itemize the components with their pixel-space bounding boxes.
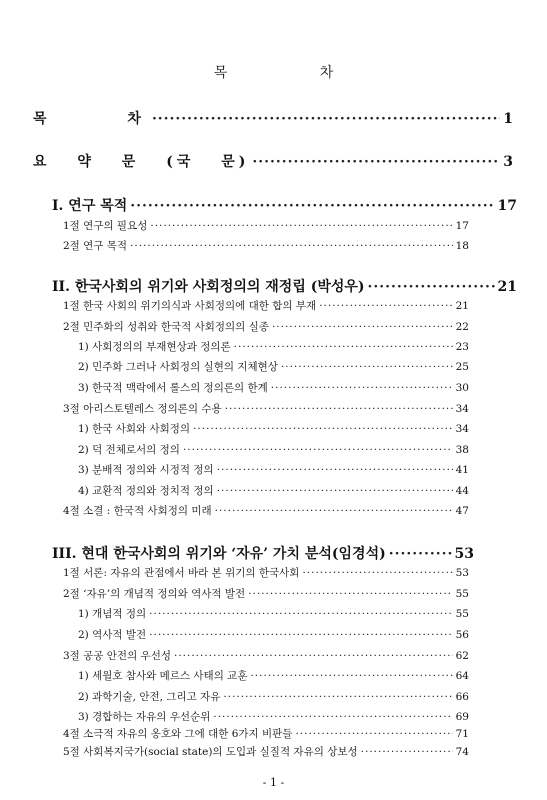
toc-label: 3) 분배적 정의와 시정적 정의 [78,464,214,476]
toc-page-number: 66 [455,691,469,703]
toc-label: 1) 한국 사회와 사회정의 [78,423,191,435]
leader-dots [193,423,453,435]
toc-page-number: 17 [455,220,469,232]
toc-label: II. 한국사회의 위기와 사회정의의 재정립 (박성우) [52,279,365,295]
toc-label: 5절 사회복지국가(social state)의 도입과 실질적 자유의 상보성 [63,746,358,758]
leader-dots [152,111,500,127]
toc-subsection[interactable] [78,442,469,457]
toc-label: 1) 사회정의의 부재현상과 정의론 [78,341,231,353]
leader-dots [213,711,452,723]
toc-subsection[interactable] [78,709,469,724]
toc-label: 2) 과학기술, 안전, 그리고 자유 [78,691,221,703]
toc-section[interactable] [63,298,469,313]
toc-label: 2) 역사적 발전 [78,629,147,641]
toc-page-number: 25 [455,361,469,373]
toc-section[interactable] [63,319,469,334]
toc-subsection[interactable] [78,380,469,395]
leader-dots [252,154,500,170]
toc-subsection[interactable] [78,627,469,642]
toc-section[interactable] [63,586,469,601]
toc-label: 4) 교환적 정의와 정치적 정의 [78,485,214,497]
toc-section[interactable] [63,565,469,580]
toc-page-number: 21 [455,300,469,312]
leader-dots [272,321,453,333]
toc-subsection[interactable] [78,668,469,683]
toc-page-number: 44 [455,485,469,497]
leader-dots [319,300,452,312]
leader-dots [223,691,452,703]
toc-page-number: 64 [455,670,469,682]
leader-dots [174,650,453,662]
toc-chapter[interactable] [52,276,517,296]
leader-dots [295,728,452,740]
toc-section[interactable] [63,726,469,741]
toc-page-number: 30 [455,382,469,394]
toc-label: 4절 소극적 자유의 옹호와 그에 대한 6가지 비판들 [63,728,293,740]
toc-section[interactable] [63,744,469,759]
toc-section[interactable] [63,218,469,233]
toc-subsection[interactable] [78,606,469,621]
toc-page-number: 34 [455,423,469,435]
leader-dots [302,567,452,579]
toc-label: III. 현대 한국사회의 위기와 ‘자유’ 가치 분석(임경석) [52,546,386,562]
toc-page-number: 18 [455,240,469,252]
toc-label: 2) 민주화 그러나 사회정의 실현의 지체현상 [78,361,278,373]
toc-page-number: 47 [455,505,469,517]
toc-label: 3절 아리스토텔레스 정의론의 수용 [63,403,222,415]
toc-label: 2절 연구 목적 [63,240,128,252]
toc-label: I. 연구 목적 [52,198,128,214]
toc-page-number: 53 [455,567,469,579]
toc-label: 1절 한국 사회의 위기의식과 사회정의에 대한 합의 부재 [63,300,317,312]
toc-label: 3절 공공 안전의 우선성 [63,650,171,662]
toc-label: 2절 ‘자유’의 개념적 정의와 역사적 발전 [63,588,246,600]
toc-page-number: 71 [455,728,469,740]
page-number-footer: - 1 - [262,776,285,789]
toc-section[interactable] [63,238,469,253]
leader-dots [130,240,453,252]
toc-page-number: 23 [455,341,469,353]
toc-page-number: 53 [454,546,474,562]
toc-label: 1) 세월호 참사와 메르스 사태의 교훈 [78,670,248,682]
toc-label: 요 약 문 (국 문) [33,154,250,170]
toc-page-number: 22 [455,321,469,333]
toc-page-number: 56 [455,629,469,641]
leader-dots [281,361,453,373]
toc-label: 2절 민주화의 성취와 한국적 사회정의의 실종 [63,321,269,333]
toc-page-number: 69 [455,711,469,723]
leader-dots [149,608,452,620]
toc-label: 4절 소결 : 한국적 사회정의 미래 [63,505,212,517]
leader-dots [149,629,452,641]
toc-section[interactable] [63,648,469,663]
toc-entry[interactable] [33,108,513,128]
toc-subsection[interactable] [78,359,469,374]
leader-dots [389,546,452,562]
toc-subsection[interactable] [78,483,469,498]
toc-label: 3) 경합하는 자유의 우선순위 [78,711,211,723]
toc-page-number: 55 [455,608,469,620]
toc-label: 1절 연구의 필요성 [63,220,148,232]
leader-dots [217,485,453,497]
toc-page-number: 38 [455,444,469,456]
leader-dots [217,464,453,476]
toc-page-number: 21 [497,279,517,295]
toc-section[interactable] [63,401,469,416]
toc-label: 1) 개념적 정의 [78,608,147,620]
leader-dots [361,746,453,758]
toc-label: 3) 한국적 맥락에서 롤스의 정의론의 한계 [78,382,268,394]
toc-label: 1절 서론: 자유의 관점에서 바라 본 위기의 한국사회 [63,567,300,579]
toc-page-number: 41 [455,464,469,476]
leader-dots [248,588,452,600]
leader-dots [250,670,452,682]
toc-label: 목 차 [33,111,149,127]
leader-dots [215,505,453,517]
leader-dots [368,279,495,295]
leader-dots [183,444,453,456]
toc-page-number: 55 [455,588,469,600]
leader-dots [225,403,453,415]
toc-page-number: 74 [455,746,469,758]
toc-chapter[interactable] [52,543,474,563]
toc-page-number: 3 [503,154,513,170]
leader-dots [150,220,452,232]
toc-subsection[interactable] [78,339,469,354]
toc-page-number: 17 [497,198,517,214]
toc-label: 2) 덕 전체로서의 정의 [78,444,180,456]
leader-dots [234,341,453,353]
toc-section[interactable] [63,503,469,518]
toc-subsection[interactable] [78,421,469,436]
page-title: 목 차 [213,65,378,81]
leader-dots [130,198,494,214]
toc-subsection[interactable] [78,689,469,704]
toc-page-number: 1 [503,111,513,127]
toc-page-number: 62 [455,650,469,662]
toc-chapter[interactable] [52,195,517,215]
toc-subsection[interactable] [78,462,469,477]
toc-page-number: 34 [455,403,469,415]
toc-entry[interactable] [33,151,513,171]
leader-dots [271,382,453,394]
